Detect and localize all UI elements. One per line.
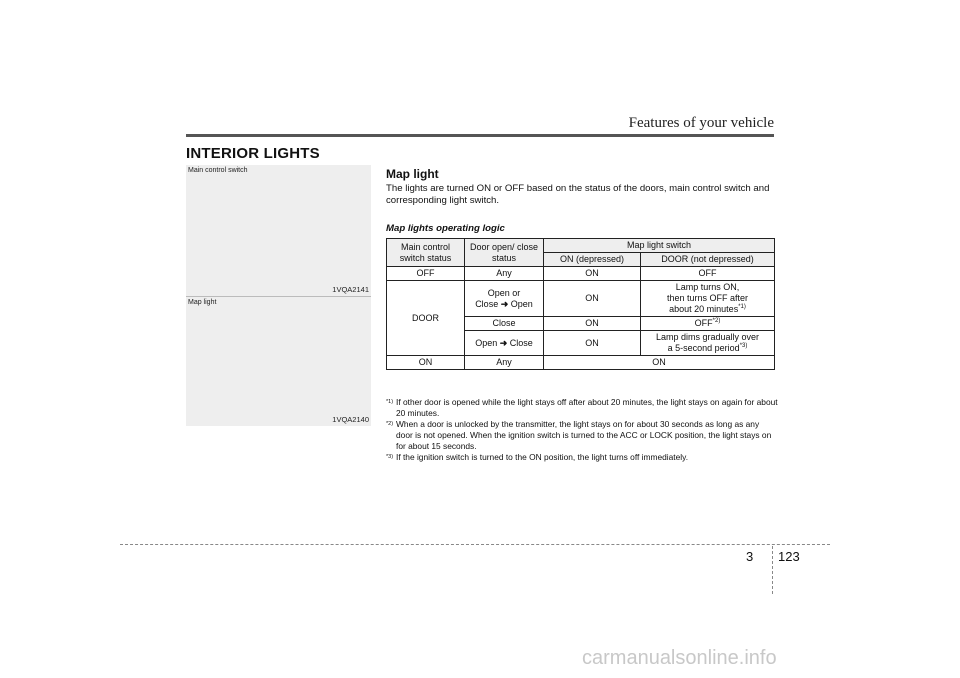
cell-text: Open: [510, 298, 533, 309]
cell-on: ON: [544, 317, 641, 331]
cell-text: a 5-second period: [667, 343, 740, 353]
footnote-mark: *2): [712, 318, 721, 324]
chapter-number: 3: [746, 549, 754, 564]
footer-divider: [772, 546, 773, 594]
cell-on: ON: [544, 281, 641, 317]
cell-door: Any: [465, 267, 544, 281]
footnote: [386, 397, 778, 419]
cell-on: ON: [544, 331, 641, 356]
figure-map-light: [186, 296, 371, 426]
figure-code: 1VQA2140: [332, 415, 369, 424]
cell-text: Close: [509, 337, 533, 348]
cell-on: ON: [544, 267, 641, 281]
cell-door: Any: [465, 356, 544, 370]
footnote-mark: *3): [739, 343, 748, 349]
cell-result: ON: [544, 356, 775, 370]
cell-door: [465, 281, 544, 317]
figure-main-control-switch: [186, 165, 371, 296]
cell-text: Lamp dims gradually over: [655, 332, 760, 342]
cell-status: DOOR: [387, 281, 465, 356]
figure-code: 1VQA2141: [332, 285, 369, 294]
cell-status: ON: [387, 356, 465, 370]
page-number: 123: [778, 549, 800, 564]
cell-text: Lamp turns ON,: [675, 282, 740, 292]
cell-door: Close: [465, 317, 544, 331]
footnote: [386, 452, 778, 463]
cell-text: Close: [475, 298, 499, 309]
cell-door-col: [641, 317, 775, 331]
table-row: [387, 267, 775, 281]
figure-label: Map light: [188, 299, 217, 306]
footnotes: [386, 397, 778, 463]
running-header: Features of your vehicle: [628, 115, 774, 131]
header-on-depressed: ON (depressed): [544, 253, 641, 267]
section-title: INTERIOR LIGHTS: [186, 145, 320, 162]
footnote-text: If the ignition switch is turned to the ON position, the light turns off immediately.: [396, 452, 689, 462]
cell-status: OFF: [387, 267, 465, 281]
cell-door: [465, 331, 544, 356]
arrow-icon: ➜: [500, 298, 509, 309]
header-rule: [186, 134, 774, 137]
footnote-text: If other door is opened while the light stays off after about 20 minutes, the light stays on again for about 20 minutes.: [396, 397, 778, 418]
watermark: carmanualsonline.info: [582, 647, 777, 669]
map-lights-logic-table: [386, 238, 775, 370]
arrow-icon: ➜: [499, 337, 508, 348]
header-main-control: Main control switch status: [387, 239, 465, 267]
figure-label: Main control switch: [188, 167, 248, 174]
header-map-light-switch: Map light switch: [544, 239, 775, 253]
cell-text: Open: [475, 337, 498, 348]
header-door-status: Door open/ close status: [465, 239, 544, 267]
map-light-intro: The lights are turned ON or OFF based on the status of the doors, main control switch and corresponding light switch.: [386, 183, 770, 206]
footnote-mark: *1): [386, 399, 394, 405]
cell-text: OFF: [694, 318, 713, 328]
table-title: Map lights operating logic: [386, 223, 505, 234]
header-door-not-depressed: DOOR (not depressed): [641, 253, 775, 267]
footer-rule: [120, 544, 830, 545]
cell-text: about 20 minutes: [669, 304, 739, 314]
footnote-text: When a door is unlocked by the transmitter, the light stays on for about 30 seconds as long as any door is not opened. When the ignition switch is turned to the ACC or LOCK position, the light stays on for about 15 seconds.: [396, 419, 772, 451]
cell-door-col: OFF: [641, 267, 775, 281]
cell-text: Open or: [487, 287, 521, 298]
table-row: [387, 281, 775, 317]
table-row: [387, 356, 775, 370]
footnote: [386, 419, 778, 452]
map-light-title: Map light: [386, 167, 439, 181]
footnote-mark: *2): [386, 421, 394, 427]
cell-door-col: [641, 331, 775, 356]
cell-door-col: [641, 281, 775, 317]
footnote-mark: *3): [386, 454, 394, 460]
cell-text: then turns OFF after: [666, 293, 749, 303]
footnote-mark: *1): [738, 304, 746, 310]
